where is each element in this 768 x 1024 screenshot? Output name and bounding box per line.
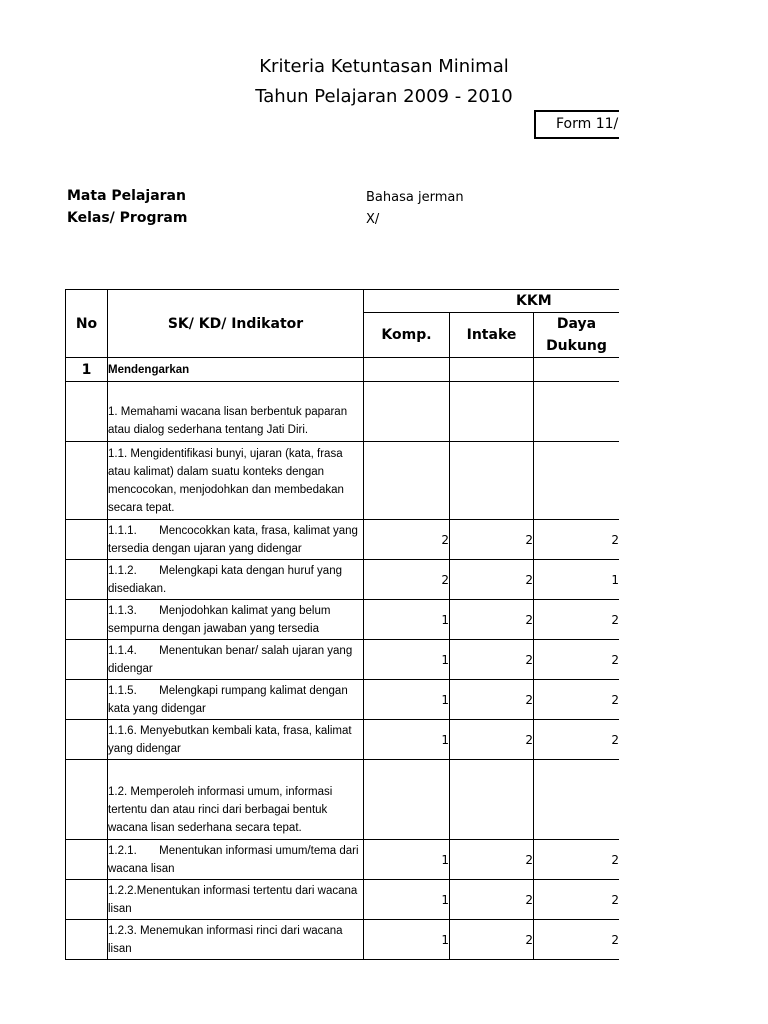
table-row xyxy=(66,600,620,640)
row-komp xyxy=(364,760,450,840)
row-intake: 2 xyxy=(450,680,534,720)
row-komp: 1 xyxy=(364,640,450,680)
table-row xyxy=(66,442,620,520)
header-kkm: KKM xyxy=(364,290,620,313)
row-intake: 2 xyxy=(450,520,534,560)
row-indicator: 1.1.1. Mencocokkan kata, frasa, kalimat yang tersedia dengan ujaran yang didengar xyxy=(108,520,364,560)
row-no: 1 xyxy=(66,358,108,382)
row-indicator xyxy=(108,358,364,382)
row-intake: 2 xyxy=(450,920,534,960)
row-no xyxy=(66,560,108,600)
row-indicator: 1.1.6. Menyebutkan kembali kata, frasa, kalimat yang didengar xyxy=(108,720,364,760)
subject-value: Bahasa jerman xyxy=(366,190,464,205)
row-komp xyxy=(364,358,450,382)
row-intake xyxy=(450,760,534,840)
row-komp: 2 xyxy=(364,560,450,600)
row-komp: 2 xyxy=(364,520,450,560)
form-number-box xyxy=(534,110,619,139)
row-daya: 2 xyxy=(534,720,620,760)
row-no xyxy=(66,640,108,680)
form-label: Form 11/ xyxy=(556,116,619,132)
row-no xyxy=(66,880,108,920)
row-no xyxy=(66,920,108,960)
row-indicator: 1.2. Memperoleh informasi umum, informasi tertentu dan atau rinci dari berbagai bentuk wacana lisan sederhana secara tepat. xyxy=(108,760,364,840)
row-no xyxy=(66,840,108,880)
row-intake: 2 xyxy=(450,720,534,760)
row-intake xyxy=(450,382,534,442)
row-indicator: 1.2.1. Menentukan informasi umum/tema dari wacana lisan xyxy=(108,840,364,880)
kkm-table xyxy=(65,289,619,960)
table-row xyxy=(66,840,620,880)
header-indicator: SK/ KD/ Indikator xyxy=(108,290,364,358)
row-no xyxy=(66,520,108,560)
class-label: Kelas/ Program xyxy=(67,210,188,226)
row-indicator: 1. Memahami wacana lisan berbentuk paparan atau dialog sederhana tentang Jati Diri. xyxy=(108,382,364,442)
row-daya: 2 xyxy=(534,640,620,680)
row-komp xyxy=(364,382,450,442)
row-daya: 2 xyxy=(534,520,620,560)
row-daya: 2 xyxy=(534,840,620,880)
row-daya xyxy=(534,382,620,442)
row-intake xyxy=(450,358,534,382)
row-intake: 2 xyxy=(450,880,534,920)
row-indicator: 1.1. Mengidentifikasi bunyi, ujaran (kata, frasa atau kalimat) dalam suatu konteks dengan mencocokan, menjodohkan dan membedakan secara tepat. xyxy=(108,442,364,520)
table-row xyxy=(66,520,620,560)
row-daya: 2 xyxy=(534,680,620,720)
row-intake xyxy=(450,442,534,520)
table-row xyxy=(66,880,620,920)
table-row xyxy=(66,720,620,760)
table-row xyxy=(66,382,620,442)
row-no xyxy=(66,600,108,640)
table-row xyxy=(66,358,620,382)
row-indicator: 1.1.4. Menentukan benar/ salah ujaran yang didengar xyxy=(108,640,364,680)
header-komp: Komp. xyxy=(364,313,450,358)
row-daya xyxy=(534,760,620,840)
row-no xyxy=(66,680,108,720)
row-daya xyxy=(534,442,620,520)
row-indicator-text: Mendengarkan xyxy=(108,363,190,376)
row-komp xyxy=(364,442,450,520)
class-value: X/ xyxy=(366,212,380,227)
row-daya: 2 xyxy=(534,600,620,640)
title-block xyxy=(0,52,619,112)
row-komp: 1 xyxy=(364,920,450,960)
row-intake: 2 xyxy=(450,600,534,640)
row-indicator: 1.2.3. Menemukan informasi rinci dari wacana lisan xyxy=(108,920,364,960)
row-no xyxy=(66,382,108,442)
table-row xyxy=(66,560,620,600)
row-daya: 2 xyxy=(534,880,620,920)
header-dukung: Dukung xyxy=(546,338,607,354)
title-line-1: Kriteria Ketuntasan Minimal xyxy=(259,56,509,77)
row-no xyxy=(66,760,108,840)
row-no xyxy=(66,720,108,760)
row-intake: 2 xyxy=(450,560,534,600)
row-komp: 1 xyxy=(364,680,450,720)
row-daya xyxy=(534,358,620,382)
table-row xyxy=(66,640,620,680)
table-row xyxy=(66,680,620,720)
header-intake: Intake xyxy=(450,313,534,358)
row-indicator: 1.1.3. Menjodohkan kalimat yang belum sempurna dengan jawaban yang tersedia xyxy=(108,600,364,640)
subject-label: Mata Pelajaran xyxy=(67,188,186,204)
header-no: No xyxy=(66,290,108,358)
row-komp: 1 xyxy=(364,880,450,920)
row-daya: 2 xyxy=(534,920,620,960)
row-no xyxy=(66,442,108,520)
table-row xyxy=(66,920,620,960)
row-komp: 1 xyxy=(364,600,450,640)
row-intake: 2 xyxy=(450,640,534,680)
row-intake: 2 xyxy=(450,840,534,880)
row-indicator: 1.2.2.Menentukan informasi tertentu dari wacana lisan xyxy=(108,880,364,920)
row-daya: 1 xyxy=(534,560,620,600)
row-indicator: 1.1.5. Melengkapi rumpang kalimat dengan kata yang didengar xyxy=(108,680,364,720)
table-row xyxy=(66,760,620,840)
header-daya-dukung xyxy=(534,313,620,358)
title-line-2: Tahun Pelajaran 2009 - 2010 xyxy=(255,86,513,107)
row-komp: 1 xyxy=(364,840,450,880)
row-indicator: 1.1.2. Melengkapi kata dengan huruf yang disediakan. xyxy=(108,560,364,600)
header-daya: Daya xyxy=(556,316,597,332)
row-komp: 1 xyxy=(364,720,450,760)
